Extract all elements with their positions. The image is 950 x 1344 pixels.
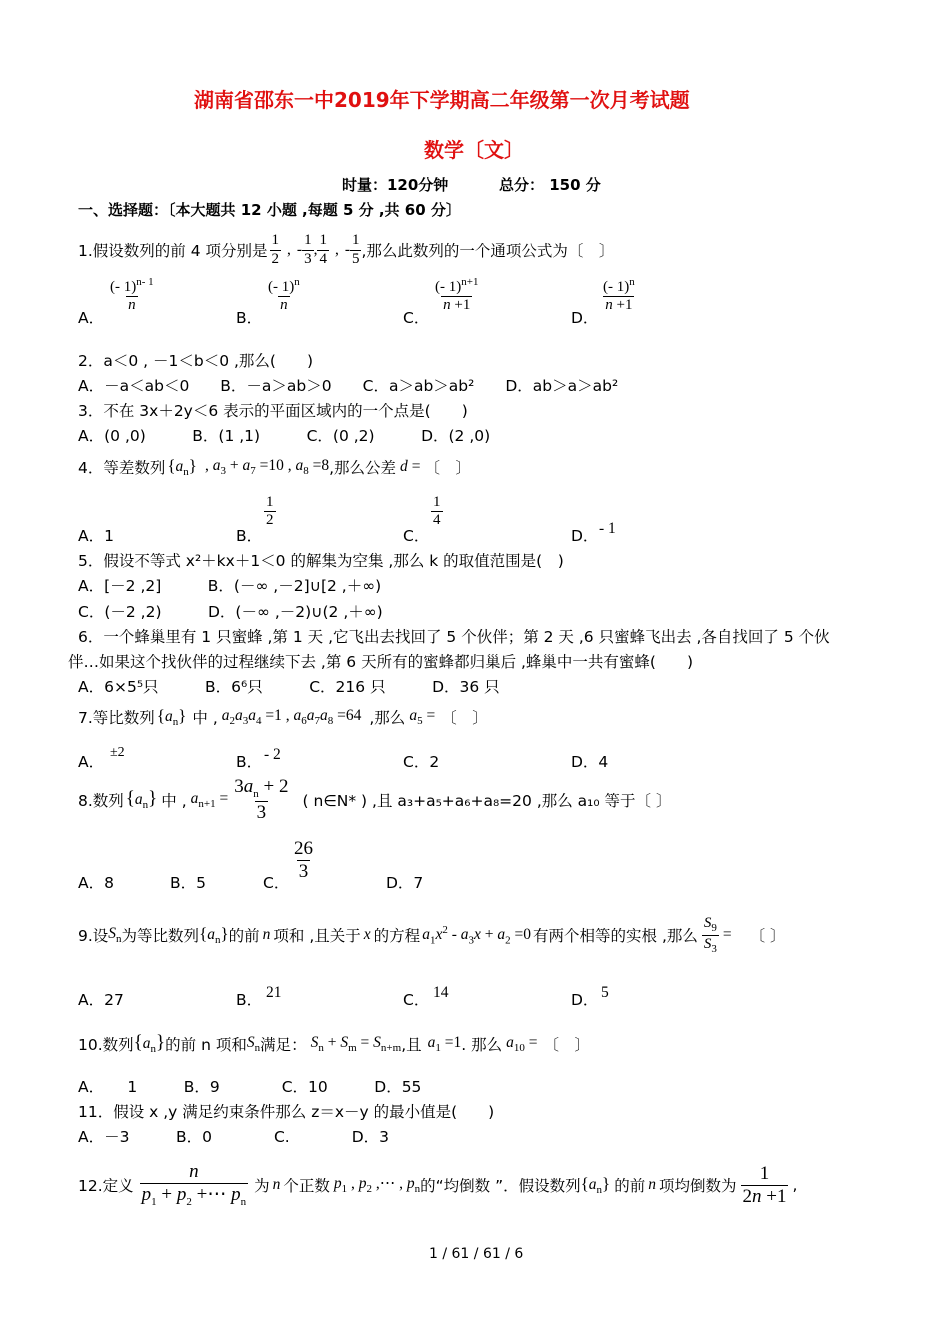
q1-option-c-formula: $\frac{(- 1)^{n+1}}{n +1}$ [435, 276, 479, 314]
question-12: 12.定义 $\frac{n}{p_1 + p_2 +\cdots p_n}$ 为 n 个正数 $p_1$ , $p_2$ ,⋯ , $p_n$ 的“均倒数 ”．假设数列 $\{a_n\}$ 的前 n 项均倒数为 $\frac{1}{2n +1}$ , [78, 1161, 798, 1208]
question-10: 10.数列 $\{a_n\}$ 的前 n 项和 $S_n$ 满足： $S_n + S_m = S_{n+m}$ ,且 $a_1 =1$ . 那么 $a_{10}$ = 〔 〕 [78, 1032, 590, 1056]
q12-p6: 项均倒数为 [658, 1177, 737, 1195]
q9-p4: 项和 ,且关于 [273, 927, 361, 945]
section-heading: 一、选择题：〔本大题共 12 小题 ,每题 5 分 ,共 60 分〕 [78, 201, 461, 219]
q12-p4: 的“均倒数 ”．假设数列 [420, 1177, 581, 1195]
q9-p3: 的前 [228, 927, 260, 945]
page-number: 1 / 61 / 61 / 6 [429, 1246, 524, 1262]
q4-option-c: C． [403, 527, 430, 545]
q9-option-d: D． [571, 991, 599, 1009]
q12-value-frac: $\frac{1}{2n +1}$ [742, 1162, 787, 1207]
q5-options-line1: A．[－2 ,2] B．(－∞ ,－2]∪[2 ,＋∞) [78, 577, 382, 595]
q9-option-d-value: 5 [601, 984, 609, 1001]
question-9: 9.设 $S_n$ 为等比数列 $\{a_n\}$ 的前 n 项和 ,且关于 x 的方程 $a_1x^2 - a_3x + a_2 =0$ 有两个相等的实根 ,那么 $\frac{S_9}{S_3}$ = 〔 〕 [78, 914, 786, 955]
q9-p5: 的方程 [373, 927, 421, 945]
q9-end: 〔 〕 [749, 927, 786, 945]
question-8: 8.数列 $\{a_n\}$ 中 , $a_{n+1}$ = $\frac{3a_n + 2}{3}$ ( n∈N* ) ,且 a₃+a₅+a₆+a₈=20 ,那么 a₁₀ 等于〔 〕 [78, 776, 672, 823]
time-info: 时量：120分钟 [342, 176, 449, 194]
q7-option-d: D．4 [571, 753, 609, 771]
q9-option-b-value: 21 [266, 984, 282, 1001]
q9-p6: 有两个相等的实根 ,那么 [533, 927, 698, 945]
q9-options [78, 984, 758, 1010]
q10-p5: . 那么 [461, 1036, 503, 1054]
q7-option-b: B． [236, 753, 263, 771]
q4-prefix: 4．等差数列 [78, 459, 166, 477]
q5-options-line2: C．(－2 ,2) D．(－∞ ,－2)∪(2 ,＋∞) [78, 603, 383, 621]
q7-option-c: C．2 [403, 753, 440, 771]
q1-term1: $\frac{1}{2}$ [271, 232, 280, 267]
q12-mean-frac: $\frac{n}{p_1 + p_2 +\cdots p_n}$ [141, 1161, 247, 1208]
q9-p1: 9.设 [78, 927, 109, 945]
q12-p3: 个正数 [283, 1177, 330, 1195]
q10-p1: 10.数列 [78, 1036, 134, 1054]
q10-options: A． 1 B．9 C．10 D．55 [78, 1078, 422, 1096]
q7-options [78, 744, 758, 770]
q12-end: , [792, 1176, 798, 1194]
q4-option-d-value: - 1 [599, 520, 616, 537]
question-11: 11．假设 x ,y 满足约束条件那么 z＝x－y 的最小值是( ) [78, 1103, 495, 1121]
q1-term3: $\frac{1}{4}$ [319, 232, 327, 267]
q11-options: A．－3 B．0 C. D．3 [78, 1128, 390, 1146]
q8-recurrence-frac: $\frac{3a_n + 2}{3}$ [234, 776, 289, 823]
question-3: 3．不在 3x＋2y＜6 表示的平面区域内的一个点是( ) [78, 402, 468, 420]
q9-option-c-value: 14 [433, 984, 449, 1001]
q7-end: 〔 〕 [441, 709, 488, 727]
question-7: 7.等比数列 $\{a_n\}$ 中 , $a_2a_3a_4 =1$ , $a_6a_7a_8 =64$ ,那么 $a_5$ = 〔 〕 [78, 705, 488, 729]
q9-option-a: A．27 [78, 991, 124, 1009]
q6-options: A．6×5⁵只 B．6⁶只 C．216 只 D．36 只 [78, 678, 500, 696]
q9-option-b: B． [236, 991, 263, 1009]
q1-option-b: B． [236, 309, 263, 327]
q1-option-a-formula: $\frac{(- 1)^{n- 1}}{n}$ [110, 276, 154, 314]
q9-option-c: C． [403, 991, 430, 1009]
q1-prefix: 1.假设数列的前 4 项分别是 [78, 242, 268, 260]
q8-option-d: D．7 [386, 874, 424, 892]
q7-option-a-value: ±2 [110, 745, 125, 760]
q1-option-d: D． [571, 309, 599, 327]
q10-p3: 满足： [260, 1036, 307, 1054]
q1-option-c: C． [403, 309, 430, 327]
q8-prefix: 8.数列 [78, 792, 124, 810]
q12-p5: 的前 [614, 1177, 646, 1195]
q8-option-c: C． [263, 874, 290, 892]
q8-options [78, 838, 758, 890]
q8-option-c-frac: $\frac{26}{3}$ [294, 838, 313, 882]
q4-options [78, 494, 758, 544]
q4-end: 〔 〕 [424, 459, 472, 477]
q7-suffix: ,那么 [369, 709, 406, 727]
score-info: 总分： 150 分 [499, 176, 601, 194]
page-subtitle: 数学〔文〕 [424, 138, 524, 162]
q4-option-d: D． [571, 527, 599, 545]
q1-term2: $\frac{1}{3}$ [304, 232, 312, 267]
question-1: 1.假设数列的前 4 项分别是 $\frac{1}{2}$ , - $\frac{1}{3}$ , $\frac{1}{4}$ , - $\frac{1}{5}$ ,那么此数列的一个通项公式为〔 〕 [78, 232, 615, 267]
question-6-line1: 6．一个蜂巢里有 1 只蜜蜂 ,第 1 天 ,它飞出去找回了 5 个伙伴；第 2 天 ,6 只蜜蜂飞出去 ,各自找回了 5 个伙 [78, 628, 830, 646]
q10-p4: ,且 [401, 1036, 422, 1054]
q7-option-a: A． [78, 753, 105, 771]
q1-suffix: ,那么此数列的一个通项公式为〔 〕 [361, 242, 615, 260]
q10-p2: 的前 n 项和 [165, 1036, 247, 1054]
q4-suffix: ,那么公差 [329, 459, 397, 477]
q2-options: A．－a＜ab＜0 B．－a＞ab＞0 C．a＞ab＞ab² D．ab＞a＞ab² [78, 377, 619, 395]
question-2: 2．a＜0 , －1＜b＜0 ,那么( ) [78, 352, 314, 370]
q8-option-a: A．8 [78, 874, 114, 892]
q1-term4: $\frac{1}{5}$ [351, 232, 360, 267]
q4-option-c-frac: $\frac{1}{4}$ [433, 494, 441, 529]
q8-option-b: B．5 [170, 874, 206, 892]
question-5: 5．假设不等式 x²＋kx＋1＜0 的解集为空集 ,那么 k 的取值范围是( ) [78, 552, 564, 570]
q1-option-a: A． [78, 309, 105, 327]
q1-options [78, 272, 758, 328]
q8-mid: 中 , [161, 792, 187, 810]
q4-option-a: A．1 [78, 527, 114, 545]
q9-p2: 为等比数列 [121, 927, 200, 945]
q3-options: A．(0 ,0) B．(1 ,1) C．(0 ,2) D．(2 ,0) [78, 427, 491, 445]
q10-end: 〔 〕 [543, 1036, 590, 1054]
q1-option-b-formula: $\frac{(- 1)^n}{n}$ [268, 276, 300, 314]
q12-p2: 为 [254, 1177, 270, 1195]
question-6-line2: 伴…如果这个找伙伴的过程继续下去 ,第 6 天所有的蜜蜂都归巢后 ,蜂巢中一共有蜜蜂( ) [68, 653, 694, 671]
q8-condition: ( n∈N* ) ,且 a₃+a₅+a₆+a₈=20 ,那么 a₁₀ 等于〔 〕 [302, 792, 672, 810]
page-title: 湖南省邵东一中2019年下学期高二年级第一次月考试题 [194, 88, 690, 112]
q4-option-b-frac: $\frac{1}{2}$ [266, 494, 274, 529]
q12-p1: 12.定义 [78, 1177, 134, 1195]
q7-prefix: 7.等比数列 [78, 709, 155, 727]
q7-option-b-value: - 2 [264, 746, 281, 763]
question-4: 4．等差数列 $\{a_n\}$ , $a_3 + a_7 =10$ , $a_8 =8$ ,那么公差 d = 〔 〕 [78, 455, 472, 479]
q4-option-b: B． [236, 527, 263, 545]
q7-mid: 中 , [192, 709, 218, 727]
q1-option-d-formula: $\frac{(- 1)^n}{n +1}$ [603, 276, 635, 314]
q9-ratio-frac: $\frac{S_9}{S_3}$ [703, 914, 717, 955]
